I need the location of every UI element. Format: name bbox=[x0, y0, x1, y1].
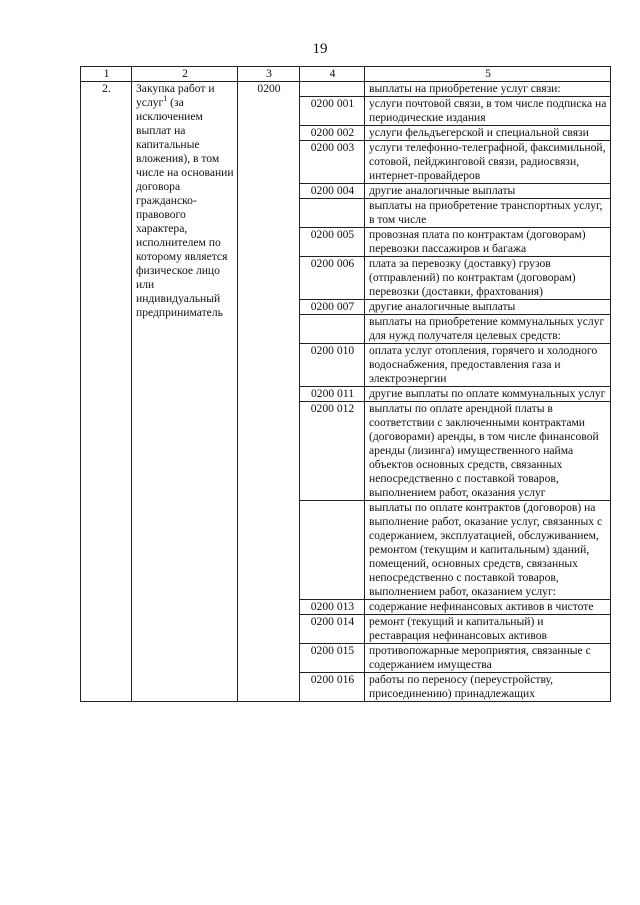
line-code: 0200 011 bbox=[300, 387, 365, 402]
header-cell-3: 3 bbox=[238, 67, 300, 82]
line-text: работы по переносу (переустройству, присоединению) принадлежащих bbox=[365, 673, 611, 702]
line-code: 0200 016 bbox=[300, 673, 365, 702]
row-description bbox=[132, 82, 238, 702]
line-code: 0200 014 bbox=[300, 615, 365, 644]
description-text: Закупка работ и услуг bbox=[136, 82, 215, 109]
description-text-continued: (за исключением выплат на капитальные вложения), в том числе на основании договора гражданско-правового характера, исполнителем по которому является физическое лицо или индивидуальный предприниматель bbox=[136, 96, 234, 319]
line-text: содержание нефинансовых активов в чистоте bbox=[365, 600, 611, 615]
line-code: 0200 003 bbox=[300, 141, 365, 184]
header-cell-2: 2 bbox=[132, 67, 238, 82]
line-code: 0200 004 bbox=[300, 184, 365, 199]
row-code: 0200 bbox=[238, 82, 300, 702]
line-code bbox=[300, 315, 365, 344]
page-number: 19 bbox=[312, 41, 328, 57]
line-code: 0200 006 bbox=[300, 257, 365, 300]
line-code: 0200 012 bbox=[300, 402, 365, 501]
line-text: оплата услуг отопления, горячего и холодного водоснабжения, предоставления газа и электроэнергии bbox=[365, 344, 611, 387]
line-text: другие выплаты по оплате коммунальных услуг bbox=[365, 387, 611, 402]
header-cell-4: 4 bbox=[300, 67, 365, 82]
line-text: услуги фельдъегерской и специальной связи bbox=[365, 126, 611, 141]
line-text: услуги почтовой связи, в том числе подписка на периодические издания bbox=[365, 97, 611, 126]
line-code: 0200 001 bbox=[300, 97, 365, 126]
header-cell-1: 1 bbox=[81, 67, 132, 82]
line-text: противопожарные мероприятия, связанные с содержанием имущества bbox=[365, 644, 611, 673]
line-code: 0200 005 bbox=[300, 228, 365, 257]
header-row bbox=[81, 67, 611, 82]
line-code: 0200 010 bbox=[300, 344, 365, 387]
line-code bbox=[300, 501, 365, 600]
line-text: выплаты по оплате арендной платы в соответствии с заключенными контрактами (договорами) аренды, в том числе финансовой аренды (лизинга) имущественного найма объектов основных средств, связанных непосредственно с поставкой товаров, выполнением работ, оказания услуг bbox=[365, 402, 611, 501]
line-text: услуги телефонно-телеграфной, факсимильной, сотовой, пейджинговой связи, радиосвязи, интернет-провайдеров bbox=[365, 141, 611, 184]
line-text: другие аналогичные выплаты bbox=[365, 184, 611, 199]
line-text: плата за перевозку (доставку) грузов (отправлений) по контрактам (договорам) перевозки (доставки, фрахтования) bbox=[365, 257, 611, 300]
line-code: 0200 002 bbox=[300, 126, 365, 141]
line-code: 0200 013 bbox=[300, 600, 365, 615]
line-code bbox=[300, 199, 365, 228]
line-text: другие аналогичные выплаты bbox=[365, 300, 611, 315]
line-text: выплаты по оплате контрактов (договоров) на выполнение работ, оказание услуг, связанных с содержанием, эксплуатацией, обслуживанием, ремонтом (текущим и капитальным) зданий, помещений, основных средств, связанных непосредственно с поставкой товаров, выполнением работ, оказанием услуг: bbox=[365, 501, 611, 600]
line-text: выплаты на приобретение транспортных услуг, в том числе bbox=[365, 199, 611, 228]
row-number: 2. bbox=[81, 82, 132, 702]
footnote-mark: 1 bbox=[163, 94, 168, 104]
line-text: выплаты на приобретение коммунальных услуг для нужд получателя целевых средств: bbox=[365, 315, 611, 344]
line-text: ремонт (текущий и капитальный) и реставрация нефинансовых активов bbox=[365, 615, 611, 644]
line-text: выплаты на приобретение услуг связи: bbox=[365, 82, 611, 97]
data-table bbox=[80, 66, 611, 702]
line-code: 0200 007 bbox=[300, 300, 365, 315]
table-row bbox=[81, 82, 611, 97]
line-code: 0200 015 bbox=[300, 644, 365, 673]
line-text: провозная плата по контрактам (договорам) перевозки пассажиров и багажа bbox=[365, 228, 611, 257]
line-code bbox=[300, 82, 365, 97]
header-cell-5: 5 bbox=[365, 67, 611, 82]
